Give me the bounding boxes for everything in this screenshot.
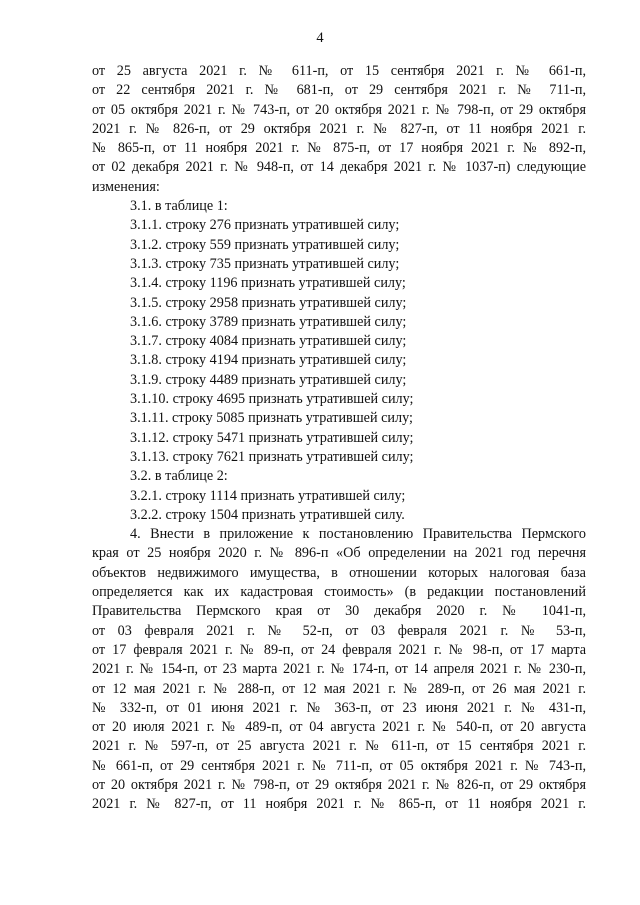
text-line: 2021 г. № 597-п, от 25 августа 2021 г. № 611-п, от 15 сентября 2021 г. [92, 738, 586, 755]
paragraph-intro [92, 62, 586, 197]
text-line: края от 25 ноября 2020 г. № 896-п «Об определении на 2021 год перечня [92, 545, 586, 562]
text-line: объектов недвижимого имущества, в отношении которых налоговая база [92, 564, 586, 581]
text-line: определяется как их кадастровая стоимость» (в редакции постановлений [92, 584, 586, 601]
document-body [92, 62, 586, 815]
text-line: от 22 сентября 2021 г. № 681-п, от 29 сентября 2021 г. № 711-п, [92, 82, 586, 99]
text-line: 2021 г. № 827-п, от 11 ноября 2021 г. № 865-п, от 11 ноября 2021 г. [92, 796, 586, 813]
text-line: 2021 г. № 826-п, от 29 октября 2021 г. № 827-п, от 11 ноября 2021 г. [92, 120, 586, 137]
list-item: 3.1.4. строку 1196 признать утратившей силу; [130, 275, 406, 292]
text-line: от 20 октября 2021 г. № 798-п, от 29 октября 2021 г. № 826-п, от 29 октября [92, 776, 586, 793]
text-line: 4. Внести в приложение к постановлению Правительства Пермского [130, 526, 586, 543]
text-line: от 20 июля 2021 г. № 489-п, от 04 августа 2021 г. № 540-п, от 20 августа [92, 719, 586, 736]
text-line: от 12 мая 2021 г. № 288-п, от 12 мая 2021 г. № 289-п, от 26 мая 2021 г. [92, 680, 586, 697]
list-item: 3.2. в таблице 2: [130, 468, 228, 485]
page-number: 4 [316, 30, 324, 46]
text-line: № 661-п, от 29 сентября 2021 г. № 711-п, от 05 октября 2021 г. № 743-п, [92, 757, 586, 774]
list-item: 3.1.8. строку 4194 признать утратившей силу; [130, 352, 407, 369]
list-item: 3.1.12. строку 5471 признать утратившей силу; [130, 429, 414, 446]
paragraph-4 [92, 525, 586, 814]
text-line: 2021 г. № 154-п, от 23 марта 2021 г. № 174-п, от 14 апреля 2021 г. № 230-п, [92, 661, 586, 678]
text-line: от 05 октября 2021 г. № 743-п, от 20 октября 2021 г. № 798-п, от 29 октября [92, 101, 586, 118]
list-item: 3.1.3. строку 735 признать утратившей силу; [130, 255, 400, 272]
list-item: 3.1.2. строку 559 признать утратившей силу; [130, 236, 400, 253]
list-item: 3.1.1. строку 276 признать утратившей силу; [130, 217, 400, 234]
text-line: от 17 февраля 2021 г. № 89-п, от 24 февраля 2021 г. № 98-п, от 17 марта [92, 641, 586, 658]
text-line: изменения: [92, 178, 160, 195]
list-item: 3.1.10. строку 4695 признать утратившей силу; [130, 391, 414, 408]
text-line: от 03 февраля 2021 г. № 52-п, от 03 февраля 2021 г. № 53-п, [92, 622, 586, 639]
list-item: 3.2.2. строку 1504 признать утратившей силу. [130, 506, 405, 523]
text-line: № 332-п, от 01 июня 2021 г. № 363-п, от 23 июня 2021 г. № 431-п, [92, 699, 586, 716]
text-line: № 865-п, от 11 ноября 2021 г. № 875-п, от 17 ноября 2021 г. № 892-п, [92, 140, 586, 157]
text-line: Правительства Пермского края от 30 декабря 2020 г. № 1041-п, [92, 603, 586, 620]
amendment-list [92, 197, 586, 525]
list-item: 3.2.1. строку 1114 признать утратившей силу; [130, 487, 406, 504]
text-line: от 02 декабря 2021 г. № 948-п, от 14 декабря 2021 г. № 1037-п) следующие [92, 159, 586, 176]
list-item: 3.1.9. строку 4489 признать утратившей силу; [130, 371, 407, 388]
list-item: 3.1.6. строку 3789 признать утратившей силу; [130, 313, 407, 330]
list-item: 3.1.5. строку 2958 признать утратившей силу; [130, 294, 407, 311]
list-item: 3.1.13. строку 7621 признать утратившей силу; [130, 448, 414, 465]
text-line: от 25 августа 2021 г. № 611-п, от 15 сентября 2021 г. № 661-п, [92, 63, 586, 79]
list-item: 3.1.7. строку 4084 признать утратившей силу; [130, 333, 407, 350]
list-item: 3.1.11. строку 5085 признать утратившей силу; [130, 410, 413, 427]
list-item: 3.1. в таблице 1: [130, 198, 228, 215]
